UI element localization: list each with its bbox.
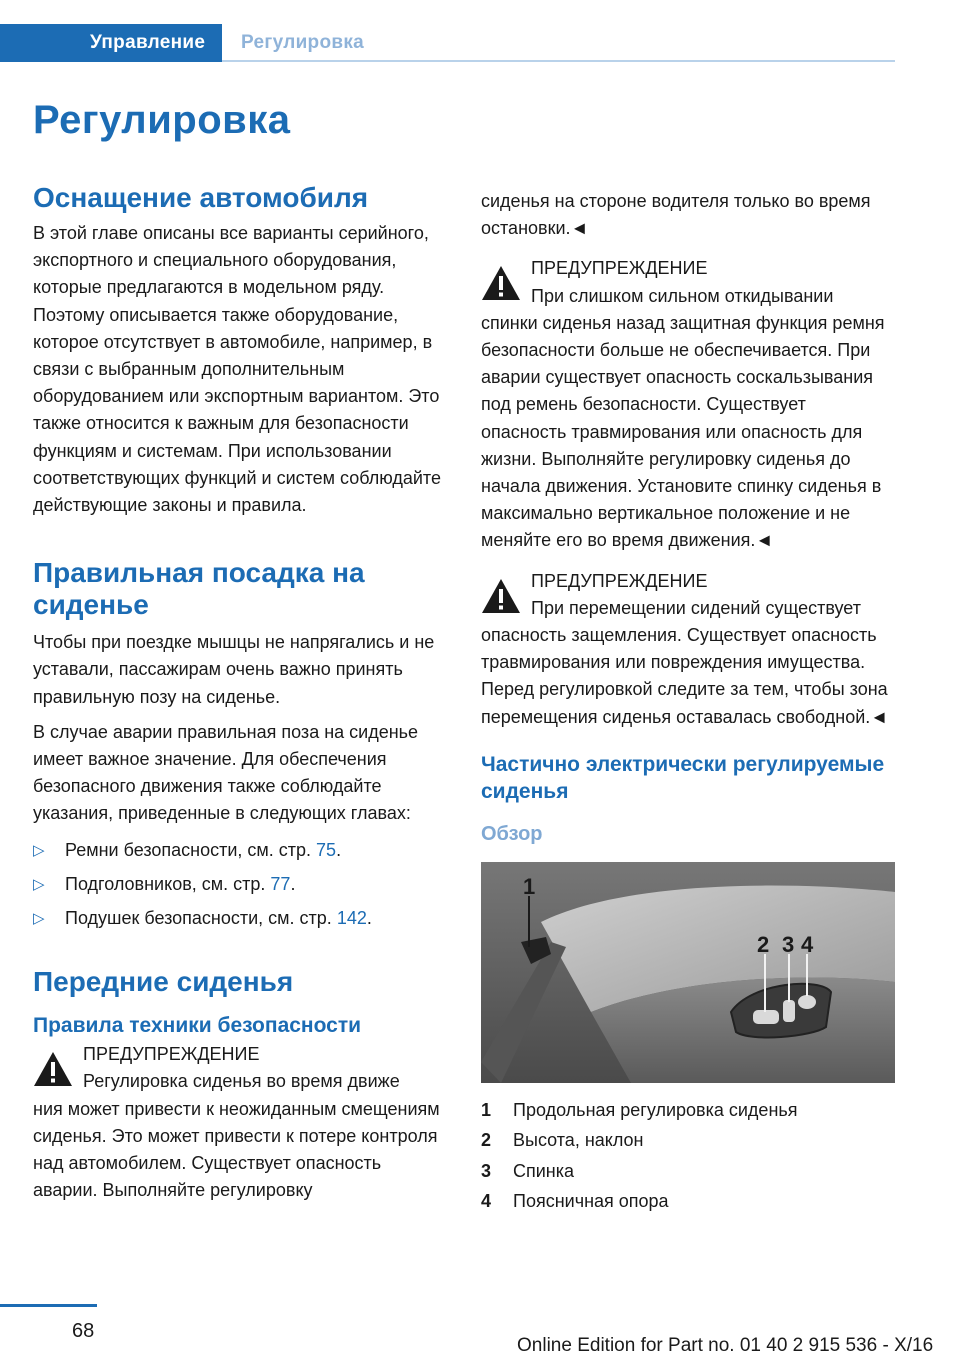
left-column xyxy=(33,182,446,1204)
figure-label-2: 2 xyxy=(757,931,770,957)
triangle-bullet-icon: ▷ xyxy=(33,875,45,893)
equipment-heading: Оснащение автомобиля xyxy=(33,182,369,213)
list-item: ▷ Подголовников, см. стр. 77. xyxy=(33,871,446,898)
warning-block xyxy=(481,255,894,554)
right-column xyxy=(481,188,894,1217)
warning-text: ния может привести к неожиданным смещениям сиденья. Это может привести к потере контроля над автомобилем. Существует опасность аварии. Выполняйте регулировку xyxy=(33,1098,440,1201)
warning-triangle-icon xyxy=(481,578,521,614)
posture-heading: Правильная посадка на сиденье xyxy=(33,557,365,621)
edition-note: Online Edition for Part no. 01 40 2 915 536 - X/16 xyxy=(517,1335,934,1356)
legend-item: 2 Высота, наклон xyxy=(481,1130,644,1151)
continued-text: сиденья на стороне водителя только во время остановки.◄ xyxy=(481,191,871,239)
triangle-bullet-icon: ▷ xyxy=(33,841,45,859)
reference-list xyxy=(33,837,446,933)
partial-electric-heading: Частично электрически регулируемые сиденья xyxy=(481,752,885,803)
triangle-bullet-icon: ▷ xyxy=(33,910,45,928)
overview-heading: Обзор xyxy=(481,822,543,845)
legend-item: 1 Продольная регулировка сиденья xyxy=(481,1099,798,1120)
list-item: ▷ Ремни безопасности, см. стр. 75. xyxy=(33,837,446,864)
header-section[interactable]: Управление xyxy=(90,32,206,53)
posture-paragraph-2: В случае аварии правильная поза на сиденье имеет важное значение. Для обеспечения безопасного движения также соблюдайте указания, приведенные в следующих главах: xyxy=(33,721,419,824)
page-number: 68 xyxy=(72,1320,95,1342)
figure-label-4: 4 xyxy=(801,931,814,957)
footer-divider xyxy=(0,1304,97,1307)
warning-title: ПРЕДУПРЕЖДЕНИЕ xyxy=(531,258,708,279)
page-link[interactable]: 77 xyxy=(270,873,291,894)
figure-legend xyxy=(481,1095,894,1217)
warning-text-first-line: При перемещении сидений существует xyxy=(531,597,861,618)
front-seats-heading: Передние сиденья xyxy=(33,966,294,998)
figure-label-3: 3 xyxy=(782,931,795,957)
warning-title: ПРЕДУПРЕЖДЕНИЕ xyxy=(83,1044,260,1065)
page-link[interactable]: 142 xyxy=(336,908,367,929)
legend-item: 4 Поясничная опора xyxy=(481,1191,669,1212)
warning-triangle-icon xyxy=(481,265,521,301)
posture-paragraph-1: Чтобы при поездке мышцы не напрягались и не уставали, пассажирам очень важно принять правильную позу на сиденье. xyxy=(33,632,435,707)
seat-controls-figure xyxy=(481,862,895,1083)
safety-heading: Правила техники безопасности xyxy=(33,1014,362,1038)
header-divider xyxy=(222,60,895,62)
warning-text: опасность защемления. Существует опасность травмирования или повреждения имущества. Перед регулировкой следите за тем, чтобы зона перемещения сиденья оставалась свободной.◄ xyxy=(481,625,889,727)
list-item: ▷ Подушек безопасности, см. стр. 142. xyxy=(33,905,446,932)
figure-label-1: 1 xyxy=(523,873,536,899)
warning-title: ПРЕДУПРЕЖДЕНИЕ xyxy=(531,570,708,591)
warning-block xyxy=(33,1041,446,1204)
legend-item: 3 Спинка xyxy=(481,1160,575,1181)
seat-illustration xyxy=(481,862,895,1083)
equipment-text: В этой главе описаны все варианты серийного, экспортного и специального оборудования, которые предлагаются в модельном ряду. Поэтому описывается также оборудование, которое отсутствует в автомобиле, например, в связи с выбранным дополнительным оборудованием или экспортным вариантом. Это также относится к важным для безопасности функциям и системам. При использовании соответствующих функций и систем соблюдайте действующие законы и правила. xyxy=(33,223,441,516)
warning-text-first-line: При слишком сильном откидывании xyxy=(531,285,834,306)
page-title: Регулировка xyxy=(33,98,291,142)
page-link[interactable]: 75 xyxy=(316,839,337,860)
header-subsection[interactable]: Регулировка xyxy=(241,32,365,53)
warning-text-first-line: Регулировка сиденья во время движе xyxy=(83,1071,400,1092)
warning-block xyxy=(481,568,894,731)
warning-text: спинки сиденья назад защитная функция ремня безопасности больше не обеспечивается. При аварии существует опасность соскальзывания под ремень безопасности. Существует опасность травмирования или опасность для жизни. Выполняйте регулировку сиденья до начала движения. Установите спинку сиденья в максимально вертикальное положение и не меняйте его во время движения.◄ xyxy=(481,312,885,551)
warning-triangle-icon xyxy=(33,1051,73,1087)
